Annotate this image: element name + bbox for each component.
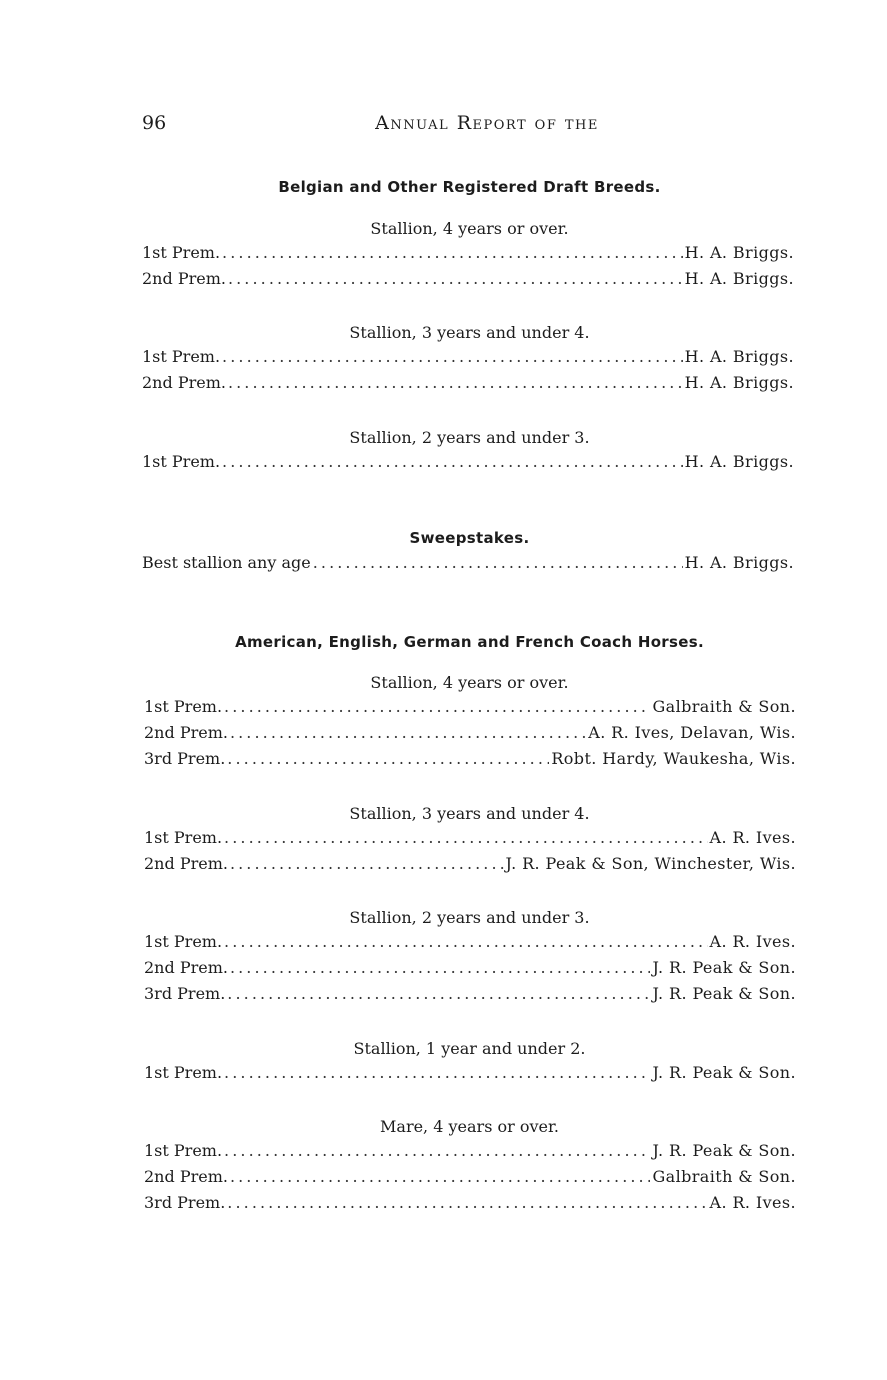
premium-label: 3rd Prem. — [144, 749, 226, 768]
premium-entry — [144, 723, 796, 745]
premium-label: 3rd Prem. — [144, 1193, 226, 1212]
premium-entry — [142, 269, 794, 291]
premium-label: 2nd Prem. — [142, 373, 226, 392]
class-heading: Stallion, 4 years or over. — [370, 673, 569, 692]
premium-entry — [144, 1141, 796, 1163]
premium-entry — [144, 958, 796, 980]
premium-label: 1st Prem. — [142, 452, 221, 471]
premium-label: 1st Prem. — [144, 828, 223, 847]
premium-entry — [144, 749, 796, 771]
premium-winner: Robt. Hardy, Waukesha, Wis. — [551, 749, 796, 768]
premium-winner: Galbraith & Son. — [652, 1167, 796, 1186]
premium-label: 1st Prem. — [144, 1063, 223, 1082]
class-heading: Mare, 4 years or over. — [380, 1117, 559, 1136]
premium-winner: J. R. Peak & Son. — [652, 958, 796, 977]
section-heading-coach-horses: American, English, German and French Coach Horses. — [235, 633, 704, 651]
premium-winner: A. R. Ives. — [709, 932, 796, 951]
premium-entry — [144, 1167, 796, 1189]
class-heading: Stallion, 3 years and under 4. — [349, 804, 590, 823]
section-heading-belgian: Belgian and Other Registered Draft Breeds. — [278, 178, 661, 196]
dot-leader — [222, 347, 683, 366]
premium-entry — [144, 828, 796, 850]
dot-leader — [222, 452, 683, 471]
premium-winner: J. R. Peak & Son, Winchester, Wis. — [505, 854, 796, 873]
dot-leader — [230, 723, 586, 742]
premium-entry — [142, 373, 794, 395]
dot-leader — [227, 984, 650, 1003]
section-heading-sweepstakes: Sweepstakes. — [409, 529, 530, 547]
premium-label: 2nd Prem. — [144, 723, 228, 742]
class-heading: Stallion, 3 years and under 4. — [349, 323, 590, 342]
premium-entry — [142, 452, 794, 474]
dot-leader — [230, 958, 651, 977]
premium-winner: H. A. Briggs. — [684, 269, 794, 288]
dot-leader — [222, 243, 683, 262]
premium-winner: A. R. Ives. — [709, 828, 796, 847]
premium-label: 1st Prem. — [144, 697, 223, 716]
premium-winner: J. R. Peak & Son. — [652, 984, 796, 1003]
premium-label: Best stallion any age — [142, 553, 311, 572]
dot-leader — [227, 1193, 707, 1212]
premium-label: 2nd Prem. — [144, 958, 228, 977]
class-heading: Stallion, 4 years or over. — [370, 219, 569, 238]
premium-winner: H. A. Briggs. — [684, 553, 794, 572]
premium-entry — [144, 854, 796, 876]
premium-entry — [144, 697, 796, 719]
dot-leader — [228, 373, 683, 392]
premium-winner: A. R. Ives, Delavan, Wis. — [588, 723, 796, 742]
premium-entry — [144, 1193, 796, 1215]
premium-winner: J. R. Peak & Son. — [652, 1141, 796, 1160]
dot-leader — [224, 1063, 650, 1082]
dot-leader — [224, 828, 707, 847]
premium-label: 2nd Prem. — [142, 269, 226, 288]
class-heading: Stallion, 2 years and under 3. — [349, 908, 590, 927]
dot-leader — [230, 854, 504, 873]
premium-label: 2nd Prem. — [144, 1167, 228, 1186]
premium-winner: H. A. Briggs. — [684, 347, 794, 366]
page-number: 96 — [142, 112, 167, 134]
premium-winner: Galbraith & Son. — [652, 697, 796, 716]
premium-label: 2nd Prem. — [144, 854, 228, 873]
premium-entry — [142, 553, 794, 575]
class-heading: Stallion, 1 year and under 2. — [353, 1039, 586, 1058]
running-title: Annual Report of the — [375, 112, 599, 134]
dot-leader — [313, 553, 683, 572]
premium-label: 1st Prem. — [144, 932, 223, 951]
dot-leader — [228, 269, 683, 288]
premium-label: 1st Prem. — [142, 243, 221, 262]
premium-label: 1st Prem. — [142, 347, 221, 366]
dot-leader — [230, 1167, 651, 1186]
premium-winner: H. A. Briggs. — [684, 452, 794, 471]
premium-winner: J. R. Peak & Son. — [652, 1063, 796, 1082]
premium-entry — [144, 932, 796, 954]
premium-entry — [144, 984, 796, 1006]
dot-leader — [224, 932, 707, 951]
page-header — [142, 112, 802, 142]
premium-label: 1st Prem. — [144, 1141, 223, 1160]
premium-entry — [142, 347, 794, 369]
dot-leader — [224, 697, 650, 716]
premium-winner: H. A. Briggs. — [684, 243, 794, 262]
premium-label: 3rd Prem. — [144, 984, 226, 1003]
premium-entry — [144, 1063, 796, 1085]
class-heading: Stallion, 2 years and under 3. — [349, 428, 590, 447]
premium-entry — [142, 243, 794, 265]
dot-leader — [227, 749, 549, 768]
premium-winner: A. R. Ives. — [709, 1193, 796, 1212]
dot-leader — [224, 1141, 650, 1160]
premium-winner: H. A. Briggs. — [684, 373, 794, 392]
